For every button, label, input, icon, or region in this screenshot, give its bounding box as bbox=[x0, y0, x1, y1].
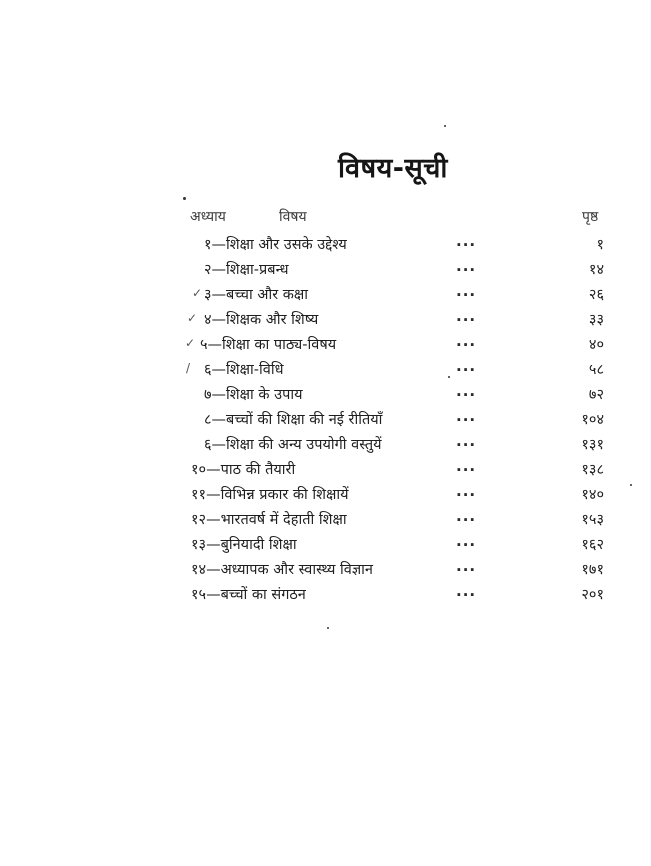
leader-dots: ... bbox=[456, 232, 477, 250]
toc-entry-7 bbox=[0, 384, 651, 408]
toc-entry-page: ७२ bbox=[588, 387, 604, 403]
scan-speck bbox=[327, 627, 329, 629]
toc-entry-2 bbox=[0, 259, 651, 283]
leader-dots: ... bbox=[456, 507, 477, 525]
toc-entry-title: १३—बुनियादी शिक्षा bbox=[191, 537, 297, 553]
toc-entry-12 bbox=[0, 509, 651, 533]
toc-entry-title: ८—बच्चों की शिक्षा की नई रीतियाँ bbox=[204, 412, 383, 428]
toc-entry-9 bbox=[0, 434, 651, 458]
toc-entry-page: २०१ bbox=[581, 587, 604, 603]
header-chapter: अध्याय bbox=[190, 209, 226, 225]
leader-dots: ... bbox=[456, 557, 477, 575]
leader-dots: ... bbox=[456, 407, 477, 425]
scan-speck bbox=[448, 376, 450, 378]
toc-entry-title: ११—विभिन्न प्रकार की शिक्षायें bbox=[191, 487, 349, 503]
toc-entry-title: ५—शिक्षा का पाठ्य-विषय bbox=[200, 337, 337, 353]
check-mark: ✓ bbox=[192, 286, 203, 300]
toc-entry-14 bbox=[0, 559, 651, 583]
toc-entry-13 bbox=[0, 534, 651, 558]
leader-dots: ... bbox=[456, 257, 477, 275]
scan-speck bbox=[630, 484, 632, 486]
toc-entry-page: १०४ bbox=[581, 412, 604, 428]
leader-dots: ... bbox=[456, 282, 477, 300]
check-mark: ✓ bbox=[187, 311, 198, 325]
toc-entry-8 bbox=[0, 409, 651, 433]
toc-entry-4 bbox=[0, 309, 651, 333]
toc-entry-title: ६—शिक्षा की अन्य उपयोगी वस्तुयें bbox=[204, 437, 382, 453]
toc-entry-1 bbox=[0, 234, 651, 258]
page-title: विषय-सूची bbox=[338, 153, 448, 184]
leader-dots: ... bbox=[456, 307, 477, 325]
toc-entry-5 bbox=[0, 334, 651, 358]
toc-entry-title: ४—शिक्षक और शिष्य bbox=[204, 312, 319, 328]
toc-entry-page: १५३ bbox=[581, 512, 604, 528]
leader-dots: ... bbox=[456, 532, 477, 550]
toc-entry-page: १३१ bbox=[581, 437, 604, 453]
toc-entry-page: १३८ bbox=[581, 462, 604, 478]
header-page: पृष्ठ bbox=[582, 209, 599, 225]
toc-entry-page: १७१ bbox=[581, 562, 604, 578]
toc-entry-title: १५—बच्चों का संगठन bbox=[191, 587, 306, 603]
scan-speck bbox=[444, 125, 446, 127]
toc-entry-title: ३—बच्चा और कक्षा bbox=[204, 287, 309, 303]
scan-speck bbox=[183, 197, 186, 200]
toc-entry-page: ५८ bbox=[588, 362, 604, 378]
toc-entry-title: १४—अध्यापक और स्वास्थ्य विज्ञान bbox=[191, 562, 373, 578]
toc-entry-page: २६ bbox=[588, 287, 604, 303]
toc-entry-page: १४ bbox=[588, 262, 604, 278]
toc-entry-10 bbox=[0, 459, 651, 483]
toc-entry-title: १—शिक्षा और उसके उद्देश्य bbox=[204, 237, 347, 253]
toc-entry-page: १६२ bbox=[581, 537, 604, 553]
toc-entry-title: २—शिक्षा-प्रबन्ध bbox=[204, 262, 289, 278]
toc-entry-page: १ bbox=[596, 237, 604, 253]
leader-dots: ... bbox=[456, 382, 477, 400]
toc-entry-15 bbox=[0, 584, 651, 608]
check-mark: ✓ bbox=[185, 336, 196, 350]
toc-entry-title: १०—पाठ की तैयारी bbox=[191, 462, 296, 478]
leader-dots: ... bbox=[456, 332, 477, 350]
toc-entry-title: ६—शिक्षा-विधि bbox=[204, 362, 284, 378]
toc-entry-title: १२—भारतवर्ष में देहाती शिक्षा bbox=[191, 512, 347, 528]
leader-dots: ... bbox=[456, 357, 477, 375]
leader-dots: ... bbox=[456, 457, 477, 475]
toc-entry-page: ३३ bbox=[588, 312, 604, 328]
toc-entry-11 bbox=[0, 484, 651, 508]
toc-entry-3 bbox=[0, 284, 651, 308]
check-mark: / bbox=[186, 361, 191, 375]
header-subject: विषय bbox=[279, 209, 307, 225]
toc-entry-page: १४० bbox=[581, 487, 604, 503]
leader-dots: ... bbox=[456, 432, 477, 450]
toc-entry-page: ४० bbox=[588, 337, 604, 353]
toc-entry-6 bbox=[0, 359, 651, 383]
leader-dots: ... bbox=[456, 482, 477, 500]
toc-entry-title: ७—शिक्षा के उपाय bbox=[204, 387, 303, 403]
leader-dots: ... bbox=[456, 582, 477, 600]
